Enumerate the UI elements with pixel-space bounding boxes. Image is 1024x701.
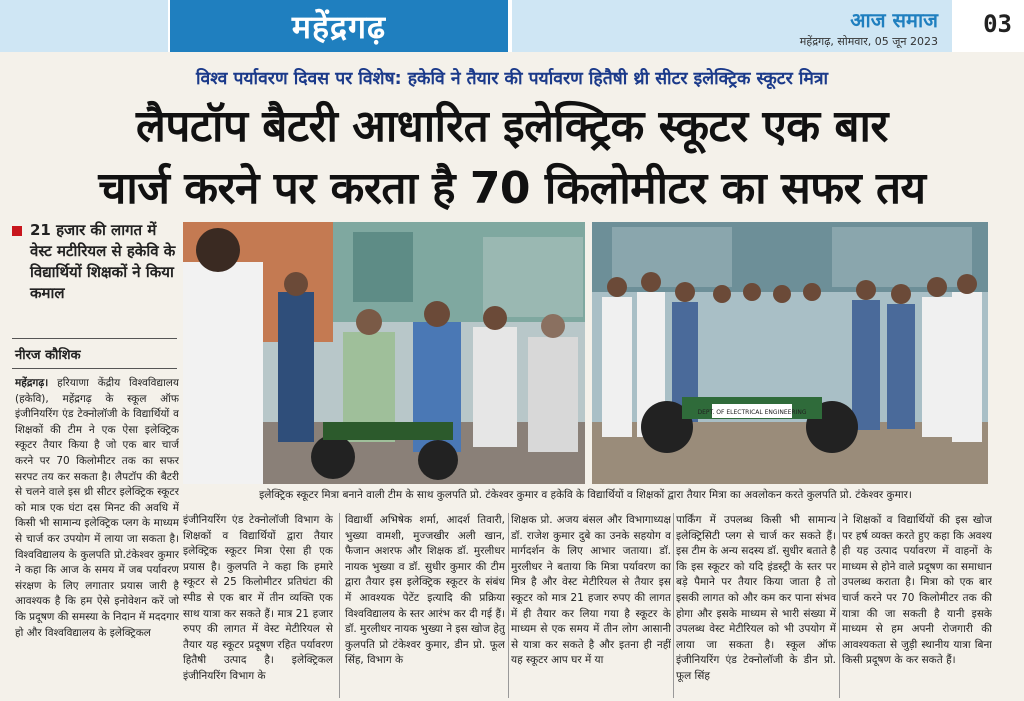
- article-column-2: इंजीनियरिंग एंड टेक्नोलॉजी विभाग के शिक्षकों व विद्यार्थियों द्वारा तैयार इलेक्ट्रिक स्कूटर मित्रा ऐसा ही एक प्रयास है। कुलपति ने कहा कि हमारे स्कूटर से 25 किलोमीटर प्रतिघंटा की स्पीड से एक बार में तीन व्यक्ति एक साथ यात्रा कर सकते हैं। मात्र 21 हजार रुपए की लागत में वेस्ट मेटीरियल से तैयार यह स्कूटर प्रदूषण रहित पर्यावरण हितैषी उत्पाद है। इलेक्ट्रिकल इंजीनियरिंग विभाग के: [183, 514, 333, 682]
- photo-caption: इलेक्ट्रिक स्कूटर मित्रा बनाने वाली टीम के साथ कुलपति प्रो. टंकेश्वर कुमार व हकेवि के विद्यार्थियों व शिक्षकों द्वारा तैयार मित्रा का अवलोकन करते कुलपति प्रो. टंकेश्वर कुमार।: [259, 489, 912, 501]
- photo-team-with-scooter: [592, 222, 988, 484]
- edition-dateline: महेंद्रगढ़, सोमवार, 05 जून 2023: [799, 35, 938, 48]
- page-header: [0, 0, 1024, 52]
- highlight-text: 21 हजार की लागत में वेस्ट मटीरियल से हकेवि के विद्यार्थियों शिक्षकों ने किया कमाल: [30, 221, 176, 302]
- header-stripe-left: [0, 0, 168, 52]
- article-column-3: विद्यार्थी अभिषेक शर्मा, आदर्श तिवारी, भुख्या वामशी, मुज्जखीर अली खान, फैजान अशरफ और शिक्षक डॉ. मुरलीधर नायक भुख्या व डॉ. सुधीर कुमार की टीम द्वारा तैयार इस इलेक्ट्रिक स्कूटर के संबंध में आवश्यक पेटेंट इत्यादि की प्रक्रिया विश्वविद्यालय के स्तर आरंभ कर दी गई हैं। डॉ. मुरलीधर नायक भुख्या ने इस खोज हेतु कुलपति प्रो टंकेश्वर कुमार, डीन प्रो. फूल सिंह, विभाग के: [345, 514, 505, 667]
- bullet-square-icon: [12, 226, 22, 236]
- news-photo-1: [183, 222, 585, 484]
- divider: [12, 338, 177, 339]
- article-column-1: [15, 376, 179, 696]
- highlight-box: [12, 220, 177, 304]
- photo-group-inspection: [183, 222, 585, 484]
- column-divider: [339, 513, 340, 698]
- article-column-5: पार्किंग में उपलब्ध किसी भी सामान्य इलेक्ट्रिसिटी प्लग से चार्ज कर सकते हैं। इस टीम के अन्य सदस्य डॉ. सुधीर बताते है कि इस स्कूटर को यदि इंडस्ट्री के स्तर पर बड़े पैमाने पर तैयार किया जाता है तो इसकी लागत को और कम कर पाना संभव होगा और इसके माध्यम से भारी संख्या में उपलब्ध वेस्ट मेटीरियल को भी उपयोग में लाया जा सकता है। स्कूल ऑफ इंजीनियरिंग एंड टेक्नोलॉजी के डीन प्रो. फूल सिंह: [676, 514, 836, 682]
- article-column-4: शिक्षक प्रो. अजय बंसल और विभागाध्यक्ष डॉ. राजेश कुमार दुबे का उनके सहयोग व मार्गदर्शन के लिए आभार जताया। डॉ. मुरलीधर ने बताया कि मित्रा पर्यावरण का मित्र है और वेस्ट मेटीरियल से तैयार इस स्कूटर को मात्र 21 हजार रुपए की लागत में ही तैयार कर लिया गया है स्कूटर के माध्यम से एक समय में तीन लोग आसानी से यात्रा कर सकते है और इतना ही नहीं यह स्कूटर आप घर में या: [511, 514, 671, 667]
- column-divider: [673, 513, 674, 698]
- news-photo-2: [592, 222, 988, 484]
- column-divider: [508, 513, 509, 698]
- divider: [12, 368, 177, 369]
- author-byline: नीरज कौशिक: [15, 348, 81, 363]
- headline-line-1: लैपटॉप बैटरी आधारित इलेक्ट्रिक स्कूटर एक बार: [136, 101, 888, 152]
- column-divider: [839, 513, 840, 698]
- article-text: हरियाणा केंद्रीय विश्वविद्यालय (हकेवि), महेंद्रगढ़ के स्कूल ऑफ इंजीनियरिंग एंड टेक्नोलॉजी के विद्यार्थियों व शिक्षकों की टीम ने एक ऐसा इलेक्ट्रिक स्कूटर तैयार किया है जो एक बार चार्ज करने पर 70 किलोमीटर तक का सफर सरपट तय कर सकता है। लैपटॉप की बैटरी से चलने वाले इस थ्री सीटर इलेक्ट्रिक स्कूटर को मात्र एक घंटा दस मिनट की अवधि में किसी भी सामान्य इलेक्ट्रिक प्लग के माध्यम से चार्ज कर उपयोग में लाया जा सकता है। विश्वविद्यालय के कुलपति प्रो.टंकेश्वर कुमार ने कहा कि आज के समय में जब पर्यावरण संरक्षण के लिए लगातार प्रयास जारी है आवश्यक है कि हम ऐसे इनोवेशन करें जो कि प्रदूषण की समस्या के निदान में मददगार हो और विश्वविद्यालय के इलेक्ट्रिकल: [15, 377, 179, 639]
- main-headline: [0, 96, 1024, 220]
- article-dateline: महेंद्रगढ़।: [15, 377, 49, 389]
- scooter-plate-text: DEPT. OF ELECTRICAL ENGINEERING: [697, 409, 807, 416]
- page-number: 03: [983, 10, 1012, 38]
- newspaper-masthead: आज समाज: [850, 8, 938, 32]
- article-column-6: ने शिक्षकों व विद्यार्थियों की इस खोज पर हर्ष व्यक्त करते हुए कहा कि अवश्य ही यह उत्पाद पर्यावरण में वाहनों के माध्यम से होने वाले प्रदूषण का समाधान उपलब्ध कराता है। मित्रा को एक बार चार्ज करने पर 70 किलोमीटर तक की यात्रा की जा सकती है यानी इसके माध्यम से हम अपनी रोजगारी की आवश्यकता से जुड़ी स्थानीय यात्रा बिना किसी प्रदूषण के कर सकते हैं।: [842, 514, 992, 667]
- kicker-headline: विश्व पर्यावरण दिवस पर विशेष: हकेवि ने तैयार की पर्यावरण हितैषी थ्री सीटर इलेक्ट्रिक स्कूटर मित्रा: [195, 69, 829, 89]
- section-title: महेंद्रगढ़: [170, 0, 508, 52]
- headline-line-2: चार्ज करने पर करता है 70 किलोमीटर का सफर तय: [98, 163, 926, 214]
- highlight-bullet: [12, 220, 177, 304]
